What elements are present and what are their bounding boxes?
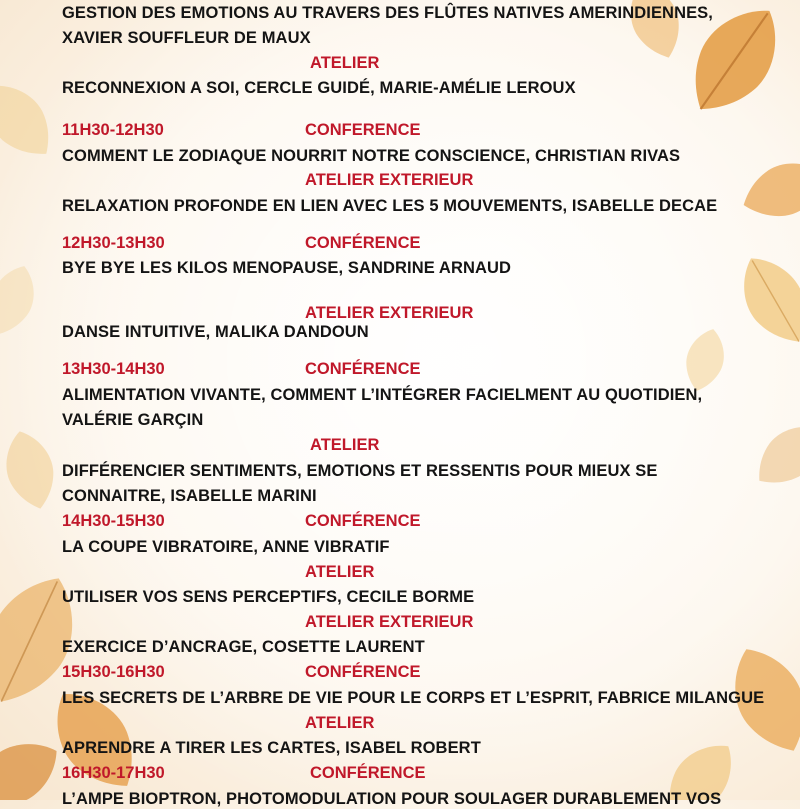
session-title: LES SECRETS DE L’ARBRE DE VIE POUR LE CORPS ET L’ESPRIT, FABRICE MILANGUE	[62, 689, 765, 707]
session-type: CONFÉRENCE	[310, 764, 426, 782]
session-title: LA COUPE VIBRATOIRE, ANNE VIBRATIF	[62, 538, 390, 556]
time-slot: 14H30-15H30	[62, 512, 165, 530]
session-type: CONFÉRENCE	[305, 663, 421, 681]
session-title: UTILISER VOS SENS PERCEPTIFS, CECILE BORME	[62, 588, 475, 606]
session-title: L’AMPE BIOPTRON, PHOTOMODULATION POUR SOULAGER DURABLEMENT VOS	[62, 790, 722, 808]
session-title: XAVIER SOUFFLEUR DE MAUX	[62, 29, 311, 47]
session-title: BYE BYE LES KILOS MENOPAUSE, SANDRINE ARNAUD	[62, 259, 512, 277]
time-slot: 11H30-12H30	[62, 121, 164, 139]
session-title: DIFFÉRENCIER SENTIMENTS, EMOTIONS ET RESSENTIS POUR MIEUX SE	[62, 462, 658, 480]
session-title: RELAXATION PROFONDE EN LIEN AVEC LES 5 MOUVEMENTS, ISABELLE DECAE	[62, 197, 718, 215]
session-title: RECONNEXION A SOI, CERCLE GUIDÉ, MARIE-AMÉLIE LEROUX	[62, 79, 576, 97]
time-slot: 12H30-13H30	[62, 234, 165, 252]
session-title: GESTION DES EMOTIONS AU TRAVERS DES FLÛTES NATIVES AMERINDIENNES,	[62, 4, 713, 22]
session-type: ATELIER	[310, 54, 380, 72]
session-title: VALÉRIE GARÇIN	[62, 411, 204, 429]
time-slot: 13H30-14H30	[62, 360, 165, 378]
session-title: CONNAITRE, ISABELLE MARINI	[62, 487, 317, 505]
session-type: ATELIER	[310, 436, 380, 454]
session-type: CONFÉRENCE	[305, 234, 421, 252]
session-title: COMMENT LE ZODIAQUE NOURRIT NOTRE CONSCIENCE, CHRISTIAN RIVAS	[62, 147, 681, 165]
session-type: ATELIER	[305, 714, 375, 732]
session-type: ATELIER	[305, 563, 375, 581]
session-type: ATELIER EXTERIEUR	[305, 304, 474, 322]
session-title: ALIMENTATION VIVANTE, COMMENT L’INTÉGRER FACIELMENT AU QUOTIDIEN,	[62, 386, 703, 404]
time-slot: 16H30-17H30	[62, 764, 165, 782]
session-type: ATELIER EXTERIEUR	[305, 171, 474, 189]
session-title: EXERCICE D’ANCRAGE, COSETTE LAURENT	[62, 638, 425, 656]
time-slot: 15H30-16H30	[62, 663, 165, 681]
session-title: APRENDRE A TIRER LES CARTES, ISABEL ROBERT	[62, 739, 481, 757]
session-type: CONFÉRENCE	[305, 512, 421, 530]
session-title: DANSE INTUITIVE, MALIKA DANDOUN	[62, 323, 369, 341]
session-type: CONFERENCE	[305, 121, 421, 139]
session-type: CONFÉRENCE	[305, 360, 421, 378]
session-type: ATELIER EXTERIEUR	[305, 613, 474, 631]
